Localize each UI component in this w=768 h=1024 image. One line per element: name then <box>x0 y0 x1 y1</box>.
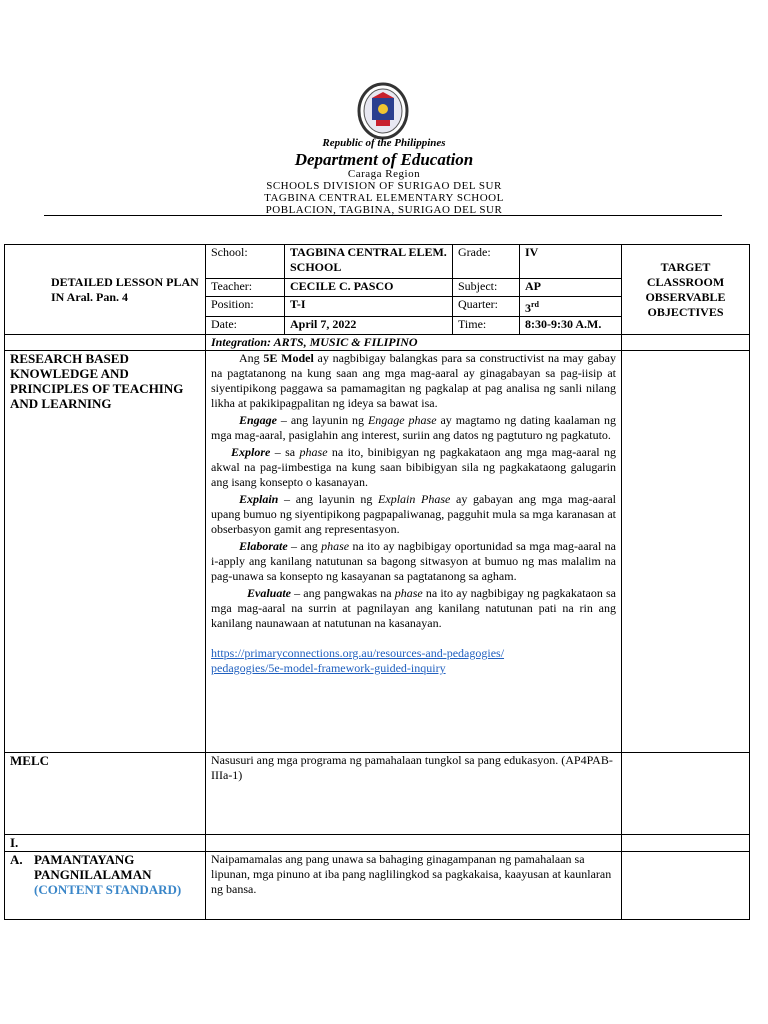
school-value: TAGBINA CENTRAL ELEM. SCHOOL <box>285 245 453 279</box>
grade-value: IV <box>520 245 622 279</box>
quarter-value: 3rd <box>520 297 622 317</box>
position-label: Position: <box>206 297 285 317</box>
deped-seal-icon <box>346 82 420 140</box>
time-label: Time: <box>453 317 520 335</box>
teacher-value: CECILE C. PASCO <box>285 279 453 297</box>
content-standard-cell: A. PAMANTAYANG PANGNILALAMAN (CONTENT STANDARD) <box>5 852 206 920</box>
five-e-intro: Ang 5E Model ay nagbibigay balangkas para sa constructivist na may gabay na pagtatanong na kung saan ang mga mag-aaral ay ginagabayan sa pag-iisip at siyentipikong paggawa sa pamamagitan ng pagkalap at pag analisa ng sanli nilang likha at pakikipagpalitan ng ideya sa bawat isa. <box>211 351 616 410</box>
content-standard-sub: (CONTENT STANDARD) <box>34 882 182 897</box>
evaluate-paragraph: Evaluate – ang pangwakas na phase na ito ay nagbibigay ng pagkakataon sa mga mag-aaral na surrin at pagnilayan ang kanilang natutunan pati na rin ang kanilang naunawaan at natutunan na kasanayan. <box>211 586 616 630</box>
date-value: April 7, 2022 <box>285 317 453 335</box>
republic-line: Republic of the Philippines <box>322 137 446 149</box>
melc-text: Nasusuri ang mga programa ng pamahalaan tungkol sa pang edukasyon. (AP4PAB- IIIa-1) <box>206 753 622 835</box>
content-standard-text: Naipamamalas ang pang unawa sa bahaging ginagampanan ng pamahalaan sa lipunan, mga pinuno at iba pang naglilingkod sa pagkakaisa, kaayusan at kaunlaran ng bansa. <box>206 852 622 920</box>
explore-paragraph: Explore – sa phase na ito, binibigyan ng pagkakataon ang mga mag-aaral ng akwal na pag-iimbestiga na kung saan bibibigyan sila ng pagkakataong galugarin ang isang konsepto o kasanayan. <box>211 445 616 489</box>
time-value: 8:30-9:30 A.M. <box>520 317 622 335</box>
letterhead <box>0 0 768 220</box>
elaborate-paragraph: Elaborate – ang phase na ito ay nagbibigay oportunidad sa mga mag-aaral na i-apply ang kanilang natutunan sa bagong sitwasyon at bumuo ng mas malalim na pag-unawa sa konsepto ng kasayanan sa pagtatanong sa agham. <box>211 539 617 583</box>
region-line: Caraga Region <box>347 168 421 180</box>
integration-line: Integration: ARTS, MUSIC & FILIPINO <box>206 335 622 351</box>
position-value: T-I <box>285 297 453 317</box>
location-line: POBLACION, TAGBINA, SURIGAO DEL SUR <box>265 204 503 216</box>
engage-paragraph: Engage – ang layunin ng Engage phase ay magtamo ng dating kaalaman ng mga mag-aaral, pasiglahin ang interest, suriin ang datos ng pagtuturo ng pagkatuto. <box>211 413 617 442</box>
division-line: SCHOOLS DIVISION OF SURIGAO DEL SUR <box>266 180 502 192</box>
section-i-label: I. <box>5 835 206 852</box>
research-label: RESEARCH BASED KNOWLEDGE AND PRINCIPLES OF TEACHING AND LEARNING <box>5 351 206 753</box>
plan-title: DETAILED LESSON PLAN IN Aral. Pan. 4 <box>5 245 206 335</box>
school-label: School: <box>206 245 285 279</box>
header-divider <box>44 215 722 216</box>
melc-label: MELC <box>5 753 206 835</box>
date-label: Date: <box>206 317 285 335</box>
lesson-plan-table <box>4 244 750 920</box>
department-line: Department of Education <box>294 150 474 169</box>
grade-label: Grade: <box>453 245 520 279</box>
content-standard-label: PAMANTAYANG PANGNILALAMAN <box>34 852 152 882</box>
quarter-label: Quarter: <box>453 297 520 317</box>
reference-link[interactable]: https://primaryconnections.org.au/resources-and-pedagogies/ pedagogies/5e-model-framework-guided-inquiry <box>211 646 505 675</box>
teacher-label: Teacher: <box>206 279 285 297</box>
target-objectives-header: TARGET CLASSROOM OBSERVABLE OBJECTIVES <box>622 245 750 335</box>
subject-value: AP <box>520 279 622 297</box>
school-line: TAGBINA CENTRAL ELEMENTARY SCHOOL <box>264 192 504 204</box>
subject-label: Subject: <box>453 279 520 297</box>
research-content <box>206 351 622 753</box>
reference-link-block <box>211 646 616 676</box>
explain-paragraph: Explain – ang layunin ng Explain Phase ay gabayan ang mga mag-aaral upang bumuo ng siyentipikong pagpapaliwanag, pagguhit mula sa mga karanasan at obserbasyon gamit ang representasyon. <box>211 492 616 536</box>
